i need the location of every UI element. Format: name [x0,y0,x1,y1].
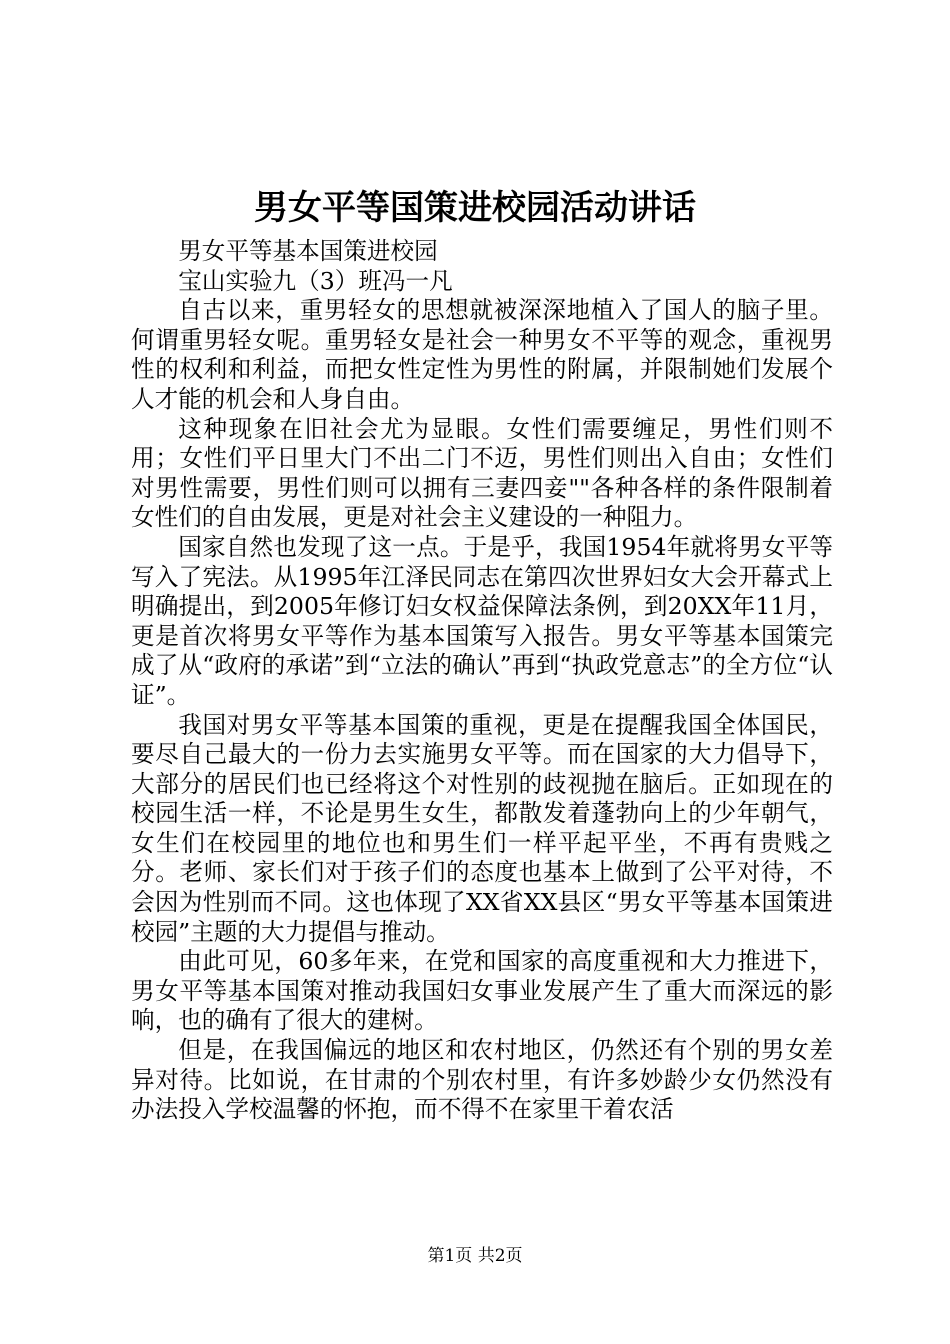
paragraph-6: 但是，在我国偏远的地区和农村地区，仍然还有个别的男女差异对待。比如说，在甘肃的个别农村里，有许多妙龄少女仍然没有办法投入学校温馨的怀抱，而不得不在家里干着农活 [131,1036,833,1124]
paragraph-2: 这种现象在旧社会尤为显眼。女性们需要缠足，男性们则不用；女性们平日里大门不出二门不迈，男性们则出入自由；女性们对男性需要，男性们则可以拥有三妻四妾""各种各样的条件限制着女性们的自由发展，更是对社会主义建设的一种阻力。 [131,414,833,532]
paragraph-3: 国家自然也发现了这一点。于是乎，我国1954年就将男女平等写入了宪法。从1995年江泽民同志在第四次世界妇女大会开幕式上明确提出，到2005年修订妇女权益保障法条例，到20XX年11月，更是首次将男女平等作为基本国策写入报告。男女平等基本国策完成了从“政府的承诺”到“立法的确认”再到“执政党意志”的全方位“认证”。 [131,532,833,709]
paragraph-5: 由此可见，60多年来，在党和国家的高度重视和大力推进下，男女平等基本国策对推动我国妇女事业发展产生了重大而深远的影响，也的确有了很大的建树。 [131,947,833,1035]
paragraph-4: 我国对男女平等基本国策的重视，更是在提醒我国全体国民，要尽自己最大的一份力去实施男女平等。而在国家的大力倡导下，大部分的居民们也已经将这个对性别的歧视抛在脑后。正如现在的校园生活一样，不论是男生女生，都散发着蓬勃向上的少年朝气，女生们在校园里的地位也和男生们一样平起平坐，不再有贵贱之分。老师、家长们对于孩子们的态度也基本上做到了公平对待，不会因为性别而不同。这也体现了XX省XX县区“男女平等基本国策进校园”主题的大力提倡与推动。 [131,710,833,946]
paragraph-1: 自古以来，重男轻女的思想就被深深地植入了国人的脑子里。何谓重男轻女呢。重男轻女是社会一种男女不平等的观念，重视男性的权利和利益，而把女性定性为男性的附属，并限制她们发展个人才能的机会和人身自由。 [131,296,833,413]
paragraph-author: 宝山实验九（3）班冯一凡 [178,266,453,295]
paragraph-subtitle: 男女平等基本国策进校园 [178,237,438,265]
page-footer: 第1页 共2页 [427,1246,523,1266]
document-title: 男女平等国策进校园活动讲话 [254,188,696,228]
document-body [131,237,833,1125]
